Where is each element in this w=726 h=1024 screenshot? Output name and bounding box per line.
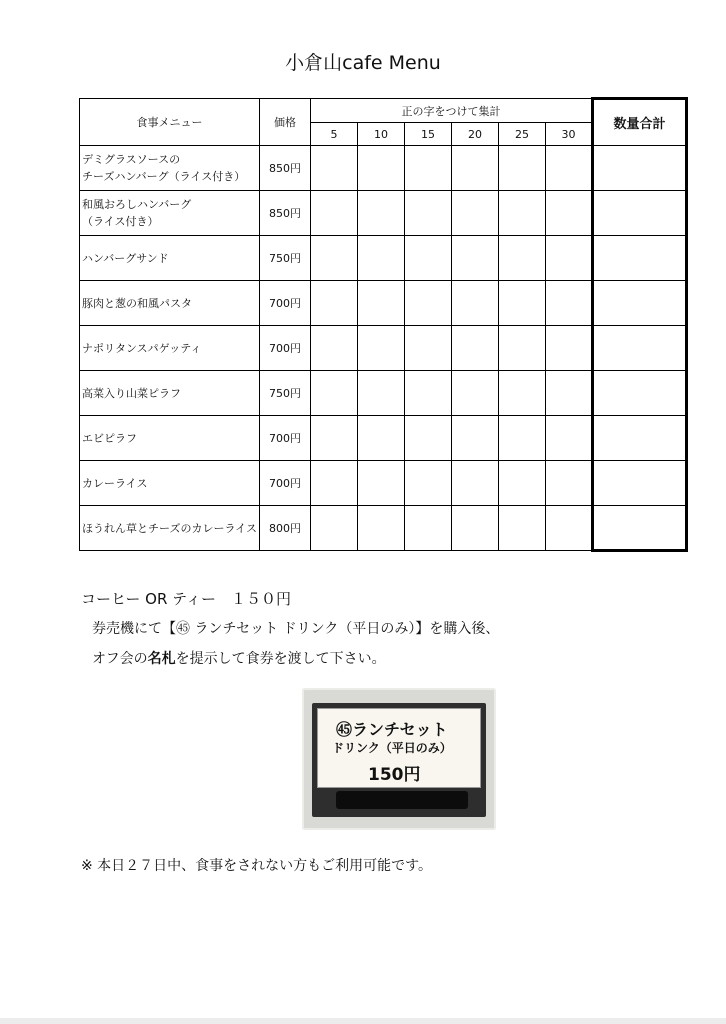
tally-cell[interactable] [499,326,546,371]
menu-item-price: 700円 [260,461,311,506]
tally-col-header: 30 [546,123,593,146]
tally-cell[interactable] [499,506,546,551]
tally-cell[interactable] [546,191,593,236]
tally-cell[interactable] [546,146,593,191]
menu-item-name [80,326,260,371]
tally-cell[interactable] [499,236,546,281]
tally-cell[interactable] [452,506,499,551]
tally-cell[interactable] [452,371,499,416]
tally-cell[interactable] [358,281,405,326]
ticket-label-line-2: ドリンク（平日のみ） [332,741,452,755]
tally-cell[interactable] [452,416,499,461]
menu-item-name [80,236,260,281]
menu-row [80,146,687,191]
menu-item-name-line: ほうれん草とチーズのカレーライス [82,521,258,535]
menu-row [80,326,687,371]
tally-cell[interactable] [546,416,593,461]
tally-cell[interactable] [358,371,405,416]
quantity-total-cell[interactable] [593,281,687,326]
tally-cell[interactable] [405,416,452,461]
tally-cell[interactable] [499,371,546,416]
menu-item-name-line: カレーライス [82,476,148,490]
menu-item-name [80,281,260,326]
menu-item-name-line: デミグラスソースの [82,153,181,166]
ticket-machine-photo [302,688,496,830]
tally-cell[interactable] [311,191,358,236]
menu-item-price: 800円 [260,506,311,551]
tally-cell[interactable] [311,236,358,281]
ticket-label-price: 150円 [368,765,421,785]
tally-cell[interactable] [311,146,358,191]
tally-cell[interactable] [358,146,405,191]
tally-cell[interactable] [499,146,546,191]
tally-cell[interactable] [546,461,593,506]
menu-item-name [80,506,260,551]
tally-cell[interactable] [311,281,358,326]
tally-col-header: 5 [311,123,358,146]
menu-row [80,461,687,506]
menu-row [80,371,687,416]
tally-cell[interactable] [452,461,499,506]
tally-cell[interactable] [311,506,358,551]
instruction-line-1: 券売機にて【㊺ ランチセット ドリンク（平日のみ）】を購入後、 [92,621,500,637]
tally-cell[interactable] [499,416,546,461]
menu-row [80,416,687,461]
tally-cell[interactable] [358,506,405,551]
menu-item-price: 700円 [260,416,311,461]
menu-item-name [80,416,260,461]
tally-cell[interactable] [311,371,358,416]
menu-tally-table [79,97,688,552]
header-total: 数量合計 [593,99,687,146]
tally-cell[interactable] [311,461,358,506]
tally-cell[interactable] [546,281,593,326]
name-tag-emphasis: 名札 [147,651,176,667]
menu-item-name-line: 和風おろしハンバーグ [82,198,192,211]
tally-cell[interactable] [405,191,452,236]
quantity-total-cell[interactable] [593,506,687,551]
tally-col-header: 25 [499,123,546,146]
quantity-total-cell[interactable] [593,326,687,371]
tally-cell[interactable] [311,326,358,371]
tally-cell[interactable] [358,461,405,506]
menu-item-price: 750円 [260,371,311,416]
footnote: ※ 本日２７日中、食事をされない方もご利用可能です。 [81,858,433,874]
tally-cell[interactable] [452,236,499,281]
tally-cell[interactable] [499,461,546,506]
menu-item-price: 750円 [260,236,311,281]
menu-item-name [80,191,260,236]
menu-row [80,506,687,551]
tally-cell[interactable] [546,371,593,416]
tally-cell[interactable] [452,281,499,326]
menu-item-name [80,461,260,506]
menu-item-name [80,371,260,416]
menu-row [80,281,687,326]
menu-item-price: 700円 [260,326,311,371]
tally-cell[interactable] [405,461,452,506]
tally-col-header: 10 [358,123,405,146]
quantity-total-cell[interactable] [593,146,687,191]
ticket-button-slot [336,791,468,809]
menu-item-price: 700円 [260,281,311,326]
tally-cell[interactable] [546,506,593,551]
header-price: 価格 [260,99,311,146]
tally-cell[interactable] [405,146,452,191]
tally-col-header: 20 [452,123,499,146]
menu-item-name-line: エビピラフ [82,431,137,445]
instruction-text: オフ会の [92,651,148,667]
tally-cell[interactable] [405,326,452,371]
tally-cell[interactable] [452,326,499,371]
tally-cell[interactable] [405,506,452,551]
tally-cell[interactable] [358,191,405,236]
instruction-line-2 [92,648,386,668]
tally-cell[interactable] [405,371,452,416]
tally-col-header: 15 [405,123,452,146]
quantity-total-cell[interactable] [593,191,687,236]
quantity-total-cell[interactable] [593,416,687,461]
ticket-button-label [317,708,481,788]
ticket-label-line-1: ㊺ランチセット [336,720,448,739]
tally-cell[interactable] [452,146,499,191]
tally-cell[interactable] [358,416,405,461]
header-tally: 正の字をつけて集計 [311,99,593,123]
tally-cell[interactable] [499,191,546,236]
quantity-total-cell[interactable] [593,461,687,506]
ticket-button-frame [312,703,486,817]
tally-cell[interactable] [546,236,593,281]
tally-cell[interactable] [311,416,358,461]
quantity-total-cell[interactable] [593,371,687,416]
page-title: 小倉山cafe Menu [285,52,441,74]
tally-cell[interactable] [358,236,405,281]
tally-cell[interactable] [452,191,499,236]
quantity-total-cell[interactable] [593,236,687,281]
tally-cell[interactable] [405,281,452,326]
menu-item-name-line: ナポリタンスパゲッティ [82,341,202,355]
menu-item-name-line: ハンバーグサンド [82,251,169,265]
tally-cell[interactable] [358,326,405,371]
header-menu: 食事メニュー [80,99,260,146]
page-bottom-edge [0,1018,726,1024]
menu-item-name [80,146,260,191]
menu-item-price: 850円 [260,146,311,191]
tally-cell[interactable] [546,326,593,371]
tally-cell[interactable] [405,236,452,281]
menu-item-name-line: （ライス付き） [82,215,159,228]
menu-item-price: 850円 [260,191,311,236]
drink-price: コーヒー OR ティー １５０円 [81,590,291,608]
menu-row [80,236,687,281]
menu-item-name-line: チーズハンバーグ（ライス付き） [82,170,246,183]
menu-row [80,191,687,236]
menu-item-name-line: 豚肉と葱の和風パスタ [82,296,192,310]
instruction-text: を提示して食券を渡して下さい。 [175,651,386,667]
menu-item-name-line: 高菜入り山菜ピラフ [82,386,181,400]
tally-cell[interactable] [499,281,546,326]
